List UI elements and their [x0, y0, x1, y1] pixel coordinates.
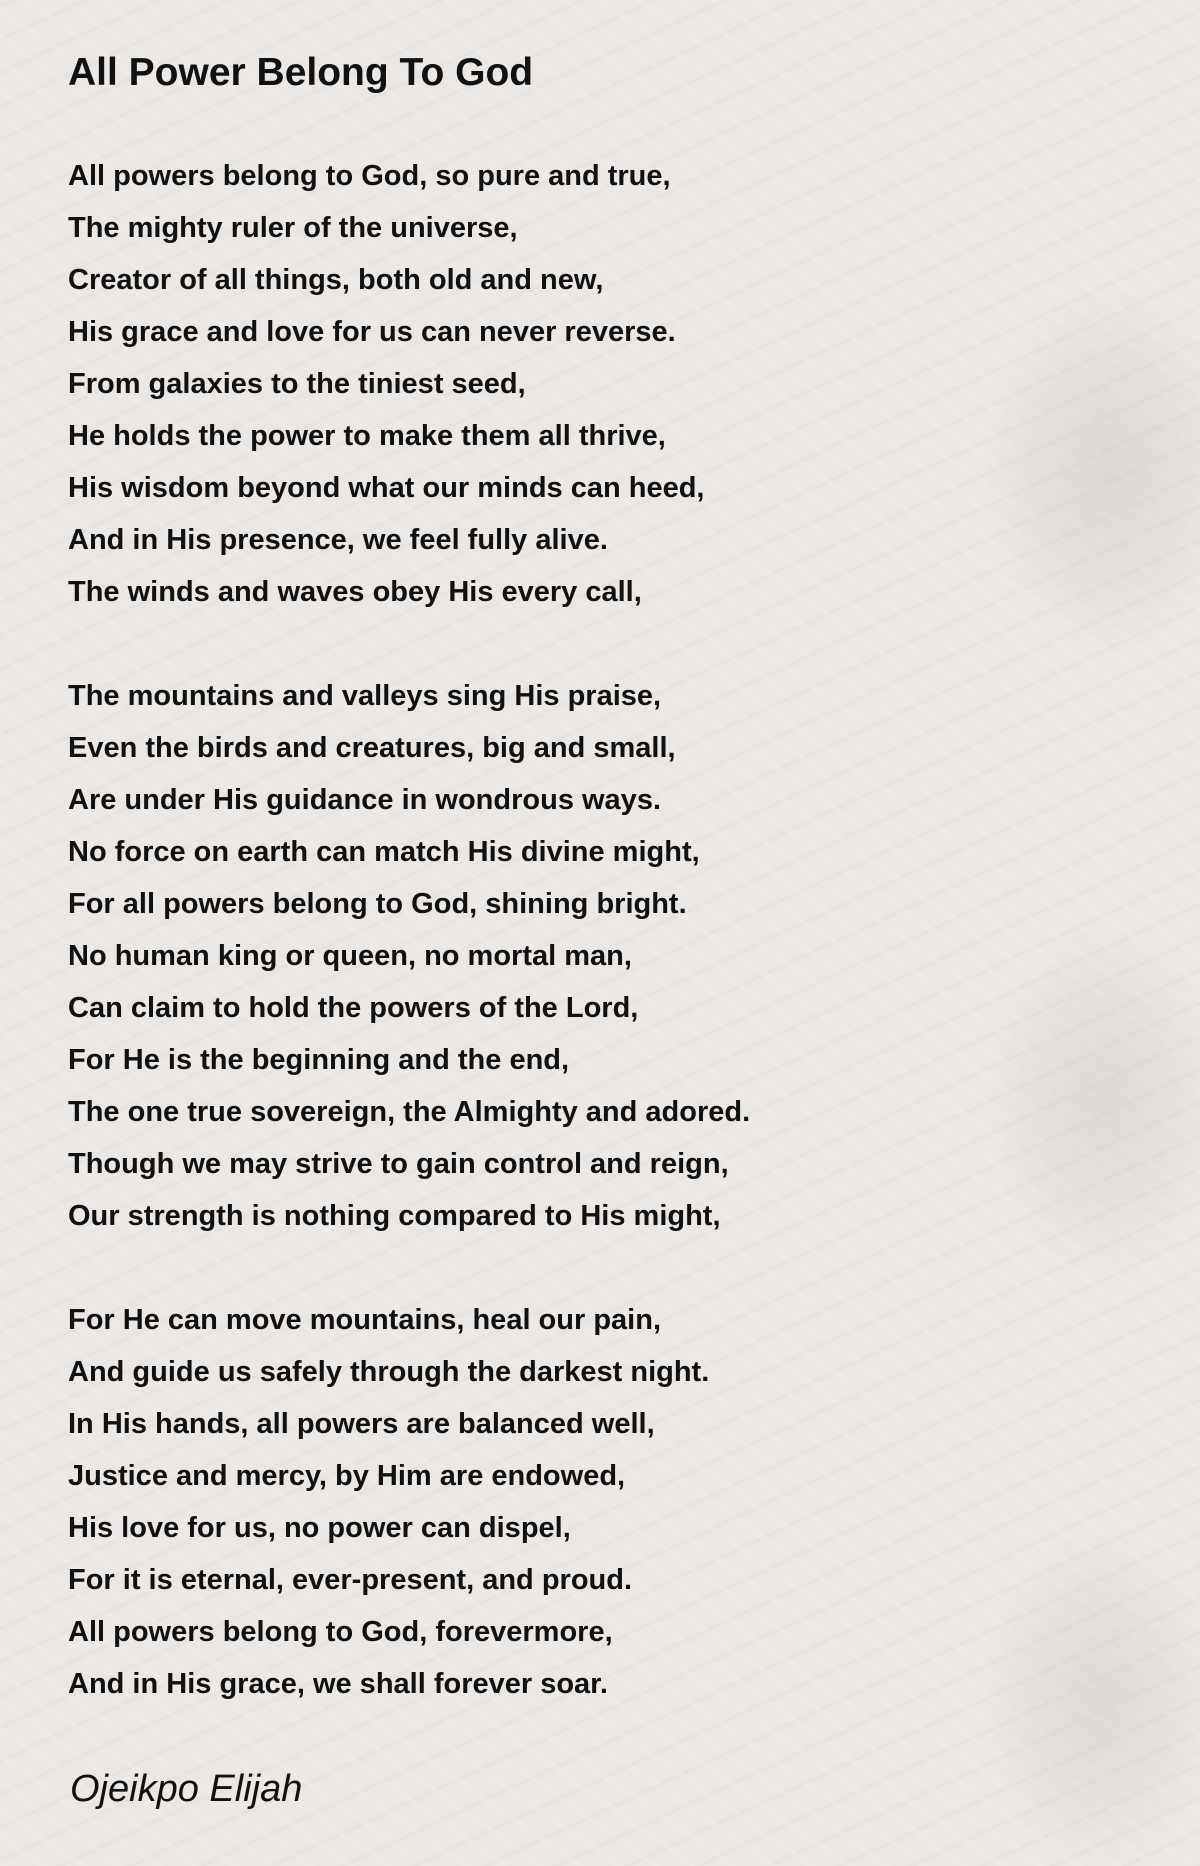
poem-body — [68, 150, 750, 1762]
poem-line: All powers belong to God, so pure and true, — [68, 160, 671, 192]
poem-title: All Power Belong To God — [68, 51, 534, 94]
poem-line: For He can move mountains, heal our pain, — [68, 1304, 661, 1336]
poem-line: For all powers belong to God, shining bright. — [68, 888, 687, 920]
poem-line: And guide us safely through the darkest night. — [68, 1356, 710, 1388]
poem-author: Ojeikpo Elijah — [70, 1768, 303, 1810]
poem-line: The mighty ruler of the universe, — [68, 212, 518, 244]
poem-line: All powers belong to God, forevermore, — [68, 1616, 613, 1648]
poem-line: His grace and love for us can never reverse. — [68, 316, 676, 348]
poem-line: For it is eternal, ever-present, and proud. — [68, 1564, 633, 1596]
poem-line: The winds and waves obey His every call, — [68, 576, 642, 608]
poem-line: Our strength is nothing compared to His might, — [68, 1200, 721, 1232]
poem-line: From galaxies to the tiniest seed, — [68, 368, 526, 400]
poem-line: No force on earth can match His divine might, — [68, 836, 700, 868]
stanza — [68, 1294, 750, 1710]
poem-line: Creator of all things, both old and new, — [68, 264, 604, 296]
poem-line: His love for us, no power can dispel, — [68, 1512, 571, 1544]
poem-line: Can claim to hold the powers of the Lord, — [68, 992, 639, 1024]
poem-line: Justice and mercy, by Him are endowed, — [68, 1460, 626, 1492]
stanza — [68, 670, 750, 1242]
poem-line: Even the birds and creatures, big and small, — [68, 732, 676, 764]
poem-line: The mountains and valleys sing His praise, — [68, 680, 662, 712]
poem-line: Are under His guidance in wondrous ways. — [68, 784, 661, 816]
poem-line: And in His presence, we feel fully alive. — [68, 524, 608, 556]
poem-line: For He is the beginning and the end, — [68, 1044, 570, 1076]
poem-line: The one true sovereign, the Almighty and adored. — [68, 1096, 751, 1128]
poem-line: And in His grace, we shall forever soar. — [68, 1668, 608, 1700]
poem-line: In His hands, all powers are balanced well, — [68, 1408, 655, 1440]
poem-line: His wisdom beyond what our minds can heed, — [68, 472, 705, 504]
poem-line: Though we may strive to gain control and reign, — [68, 1148, 729, 1180]
poem-line: He holds the power to make them all thrive, — [68, 420, 666, 452]
poem-line: No human king or queen, no mortal man, — [68, 940, 632, 972]
stanza — [68, 150, 750, 618]
